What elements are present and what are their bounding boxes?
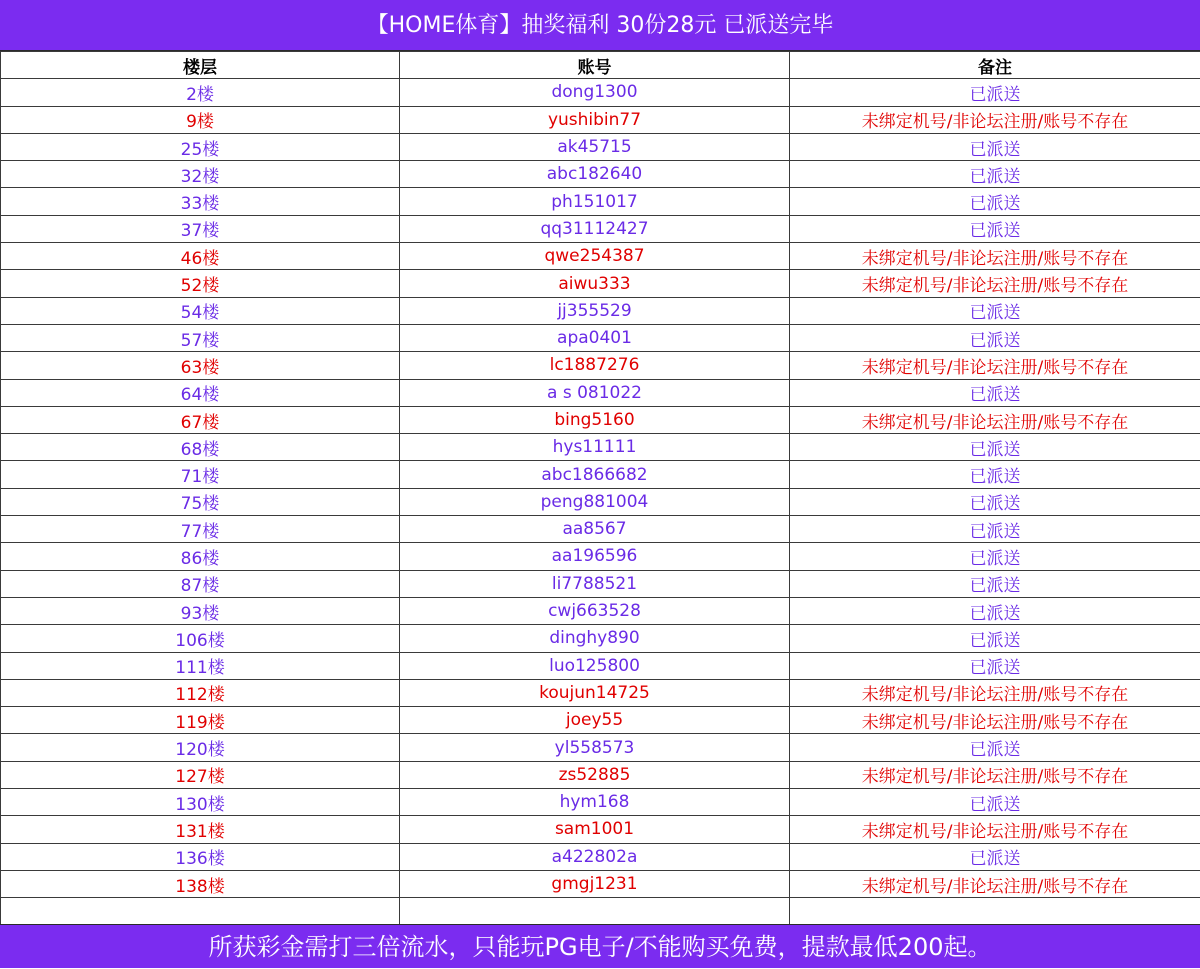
- floor-cell: 64楼: [1, 379, 400, 406]
- floor-cell: 25楼: [1, 133, 400, 160]
- table-row: [1, 324, 1200, 351]
- account-cell: zs52885: [400, 761, 790, 788]
- floor-cell: 119楼: [1, 707, 400, 734]
- table-row: [1, 734, 1200, 761]
- remark-cell: 未绑定机号/非论坛注册/账号不存在: [790, 870, 1200, 897]
- floor-cell: 75楼: [1, 488, 400, 515]
- table-row: [1, 652, 1200, 679]
- account-cell: jj355529: [400, 297, 790, 324]
- account-cell: dinghy890: [400, 625, 790, 652]
- account-cell: ak45715: [400, 133, 790, 160]
- remark-cell: 已派送: [790, 625, 1200, 652]
- table-row: [1, 379, 1200, 406]
- floor-cell: 67楼: [1, 406, 400, 433]
- account-cell: qq31112427: [400, 215, 790, 242]
- floor-cell: 57楼: [1, 324, 400, 351]
- remark-cell: 已派送: [790, 570, 1200, 597]
- remark-cell: 未绑定机号/非论坛注册/账号不存在: [790, 106, 1200, 133]
- account-cell: aa8567: [400, 516, 790, 543]
- remark-cell: 已派送: [790, 133, 1200, 160]
- floor-cell: 37楼: [1, 215, 400, 242]
- remark-cell: 已派送: [790, 543, 1200, 570]
- empty-cell: [400, 898, 790, 925]
- account-cell: a s 081022: [400, 379, 790, 406]
- remark-cell: 已派送: [790, 188, 1200, 215]
- table-row: [1, 707, 1200, 734]
- remark-cell: 已派送: [790, 215, 1200, 242]
- table-row: [1, 106, 1200, 133]
- table-row: [1, 270, 1200, 297]
- account-cell: lc1887276: [400, 352, 790, 379]
- floor-cell: 77楼: [1, 516, 400, 543]
- table-row: [1, 434, 1200, 461]
- table-row: [1, 215, 1200, 242]
- remark-cell: 未绑定机号/非论坛注册/账号不存在: [790, 243, 1200, 270]
- account-cell: a422802a: [400, 843, 790, 870]
- remark-cell: 未绑定机号/非论坛注册/账号不存在: [790, 679, 1200, 706]
- table-row: [1, 243, 1200, 270]
- table-row: [1, 789, 1200, 816]
- table-row: [1, 461, 1200, 488]
- floor-cell: 33楼: [1, 188, 400, 215]
- floor-cell: 106楼: [1, 625, 400, 652]
- table-row: [1, 597, 1200, 624]
- account-cell: abc182640: [400, 161, 790, 188]
- remark-cell: 已派送: [790, 297, 1200, 324]
- floor-cell: 87楼: [1, 570, 400, 597]
- remark-cell: 已派送: [790, 734, 1200, 761]
- empty-cell: [1, 898, 400, 925]
- table-row: [1, 133, 1200, 160]
- account-cell: qwe254387: [400, 243, 790, 270]
- remark-cell: 已派送: [790, 789, 1200, 816]
- table-row: [1, 843, 1200, 870]
- floor-cell: 71楼: [1, 461, 400, 488]
- table-row: [1, 625, 1200, 652]
- remark-cell: 未绑定机号/非论坛注册/账号不存在: [790, 406, 1200, 433]
- floor-cell: 32楼: [1, 161, 400, 188]
- floor-cell: 131楼: [1, 816, 400, 843]
- account-cell: sam1001: [400, 816, 790, 843]
- empty-row: [1, 898, 1200, 925]
- account-cell: aa196596: [400, 543, 790, 570]
- table-row: [1, 406, 1200, 433]
- table-row: [1, 79, 1200, 106]
- account-cell: ph151017: [400, 188, 790, 215]
- floor-cell: 127楼: [1, 761, 400, 788]
- floor-cell: 46楼: [1, 243, 400, 270]
- account-cell: koujun14725: [400, 679, 790, 706]
- account-cell: joey55: [400, 707, 790, 734]
- account-cell: peng881004: [400, 488, 790, 515]
- floor-cell: 136楼: [1, 843, 400, 870]
- table-row: [1, 543, 1200, 570]
- remark-cell: 已派送: [790, 161, 1200, 188]
- remark-cell: 未绑定机号/非论坛注册/账号不存在: [790, 270, 1200, 297]
- account-cell: abc1866682: [400, 461, 790, 488]
- remark-cell: 已派送: [790, 461, 1200, 488]
- column-header-remark: 备注: [790, 52, 1200, 79]
- remark-cell: 已派送: [790, 434, 1200, 461]
- remark-cell: 已派送: [790, 597, 1200, 624]
- remark-cell: 已派送: [790, 488, 1200, 515]
- account-cell: hys11111: [400, 434, 790, 461]
- table-row: [1, 870, 1200, 897]
- floor-cell: 93楼: [1, 597, 400, 624]
- floor-cell: 52楼: [1, 270, 400, 297]
- remark-cell: 已派送: [790, 843, 1200, 870]
- floor-cell: 138楼: [1, 870, 400, 897]
- floor-cell: 120楼: [1, 734, 400, 761]
- results-table: [0, 51, 1200, 926]
- page-title: 【HOME体育】抽奖福利 30份28元 已派送完毕: [0, 0, 1200, 51]
- remark-cell: 已派送: [790, 324, 1200, 351]
- remark-cell: 已派送: [790, 652, 1200, 679]
- remark-cell: 未绑定机号/非论坛注册/账号不存在: [790, 707, 1200, 734]
- account-cell: gmgj1231: [400, 870, 790, 897]
- account-cell: bing5160: [400, 406, 790, 433]
- table-row: [1, 297, 1200, 324]
- remark-cell: 已派送: [790, 379, 1200, 406]
- results-table-body: [1, 52, 1200, 926]
- floor-cell: 63楼: [1, 352, 400, 379]
- floor-cell: 68楼: [1, 434, 400, 461]
- floor-cell: 112楼: [1, 679, 400, 706]
- table-row: [1, 516, 1200, 543]
- table-row: [1, 570, 1200, 597]
- footer-notice: 所获彩金需打三倍流水，只能玩PG电子/不能购买免费，提款最低200起。: [0, 924, 1200, 968]
- empty-cell: [790, 898, 1200, 925]
- floor-cell: 111楼: [1, 652, 400, 679]
- table-row: [1, 488, 1200, 515]
- table-row: [1, 161, 1200, 188]
- account-cell: apa0401: [400, 324, 790, 351]
- account-cell: yl558573: [400, 734, 790, 761]
- remark-cell: 已派送: [790, 79, 1200, 106]
- account-cell: hym168: [400, 789, 790, 816]
- account-cell: dong1300: [400, 79, 790, 106]
- table-row: [1, 352, 1200, 379]
- account-cell: luo125800: [400, 652, 790, 679]
- account-cell: yushibin77: [400, 106, 790, 133]
- floor-cell: 9楼: [1, 106, 400, 133]
- table-row: [1, 816, 1200, 843]
- account-cell: li7788521: [400, 570, 790, 597]
- column-header-account: 账号: [400, 52, 790, 79]
- table-row: [1, 761, 1200, 788]
- remark-cell: 未绑定机号/非论坛注册/账号不存在: [790, 352, 1200, 379]
- column-header-floor: 楼层: [1, 52, 400, 79]
- remark-cell: 未绑定机号/非论坛注册/账号不存在: [790, 816, 1200, 843]
- floor-cell: 54楼: [1, 297, 400, 324]
- table-row: [1, 679, 1200, 706]
- remark-cell: 已派送: [790, 516, 1200, 543]
- table-header-row: [1, 52, 1200, 79]
- remark-cell: 未绑定机号/非论坛注册/账号不存在: [790, 761, 1200, 788]
- account-cell: cwj663528: [400, 597, 790, 624]
- floor-cell: 130楼: [1, 789, 400, 816]
- floor-cell: 86楼: [1, 543, 400, 570]
- account-cell: aiwu333: [400, 270, 790, 297]
- table-row: [1, 188, 1200, 215]
- floor-cell: 2楼: [1, 79, 400, 106]
